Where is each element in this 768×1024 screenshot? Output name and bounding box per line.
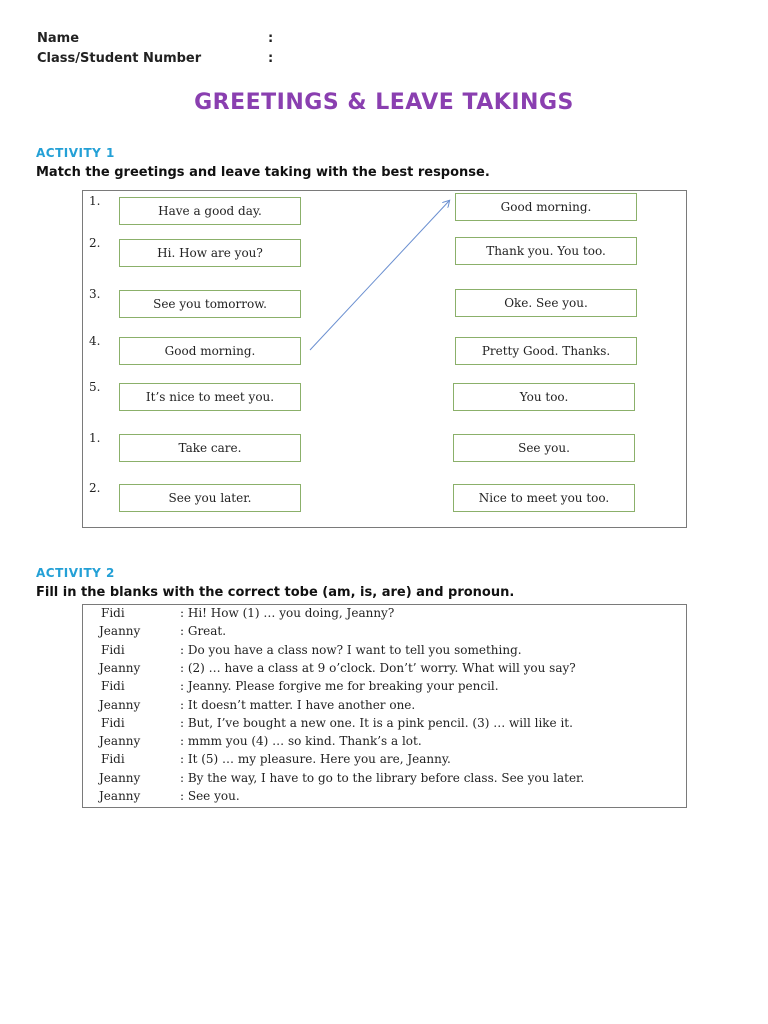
- class-colon: :: [268, 51, 274, 66]
- dialogue-line: : Do you have a class now? I want to tell you something.: [180, 642, 522, 657]
- match-item-number: 4.: [89, 334, 101, 348]
- activity1-instruction: Match the greetings and leave taking with the best response.: [36, 165, 490, 180]
- activity1-heading: ACTIVITY 1: [36, 146, 115, 160]
- greeting-box[interactable]: It’s nice to meet you.: [119, 383, 301, 411]
- dialogue-speaker: Fidi: [101, 642, 125, 657]
- dialogue-speaker: Jeanny: [99, 789, 141, 803]
- dialogue-line: : See you.: [180, 789, 240, 803]
- class-student-number-label: Class/Student Number: [37, 51, 202, 66]
- page-title: GREETINGS & LEAVE TAKINGS: [194, 90, 574, 115]
- dialogue-line: : But, I’ve bought a new one. It is a pink pencil. (3) … will like it.: [180, 715, 573, 730]
- dialogue-line: : By the way, I have to go to the library before class. See you later.: [180, 770, 585, 785]
- response-box[interactable]: Good morning.: [455, 193, 637, 221]
- dialogue-speaker: Jeanny: [99, 697, 141, 712]
- dialogue-line: : mmm you (4) … so kind. Thank’s a lot.: [180, 734, 422, 749]
- activity2-heading: ACTIVITY 2: [36, 566, 115, 580]
- response-box[interactable]: Thank you. You too.: [455, 237, 637, 265]
- dialogue-line: : It (5) … my pleasure. Here you are, Jeanny.: [180, 752, 451, 767]
- match-item-number: 2.: [89, 236, 101, 250]
- dialogue-speaker: Jeanny: [99, 624, 141, 639]
- activity2-instruction: Fill in the blanks with the correct tobe (am, is, are) and pronoun.: [36, 585, 515, 600]
- greeting-box[interactable]: Hi. How are you?: [119, 239, 301, 267]
- dialogue-line: : It doesn’t matter. I have another one.: [180, 697, 416, 712]
- match-item-number: 5.: [89, 380, 101, 394]
- greeting-box[interactable]: Good morning.: [119, 337, 301, 365]
- response-box[interactable]: Pretty Good. Thanks.: [455, 337, 637, 365]
- dialogue-speaker: Jeanny: [99, 734, 141, 749]
- dialogue-line: : Hi! How (1) … you doing, Jeanny?: [180, 606, 395, 620]
- response-box[interactable]: Nice to meet you too.: [453, 484, 635, 512]
- dialogue-speaker: Jeanny: [99, 660, 141, 675]
- dialogue-speaker: Jeanny: [99, 770, 141, 785]
- dialogue-speaker: Fidi: [101, 715, 125, 730]
- match-arrow-line: [310, 201, 449, 350]
- response-box[interactable]: You too.: [453, 383, 635, 411]
- dialogue-line: : Jeanny. Please forgive me for breaking your pencil.: [180, 679, 499, 694]
- dialogue-speaker: Fidi: [101, 606, 125, 620]
- dialogue-line: : (2) … have a class at 9 o’clock. Don’t’ worry. What will you say?: [180, 660, 576, 675]
- dialogue-line: : Great.: [180, 624, 227, 639]
- dialogue-speaker: Fidi: [101, 752, 125, 767]
- greeting-box[interactable]: See you tomorrow.: [119, 290, 301, 318]
- match-item-number: 3.: [89, 287, 101, 301]
- greeting-box[interactable]: Take care.: [119, 434, 301, 462]
- match-item-number: 1.: [89, 431, 101, 445]
- match-item-number: 1.: [89, 194, 101, 208]
- response-box[interactable]: Oke. See you.: [455, 289, 637, 317]
- name-colon: :: [268, 31, 274, 46]
- dialogue-speaker: Fidi: [101, 679, 125, 694]
- response-box[interactable]: See you.: [453, 434, 635, 462]
- match-item-number: 2.: [89, 481, 101, 495]
- name-label: Name: [37, 31, 80, 46]
- greeting-box[interactable]: Have a good day.: [119, 197, 301, 225]
- greeting-box[interactable]: See you later.: [119, 484, 301, 512]
